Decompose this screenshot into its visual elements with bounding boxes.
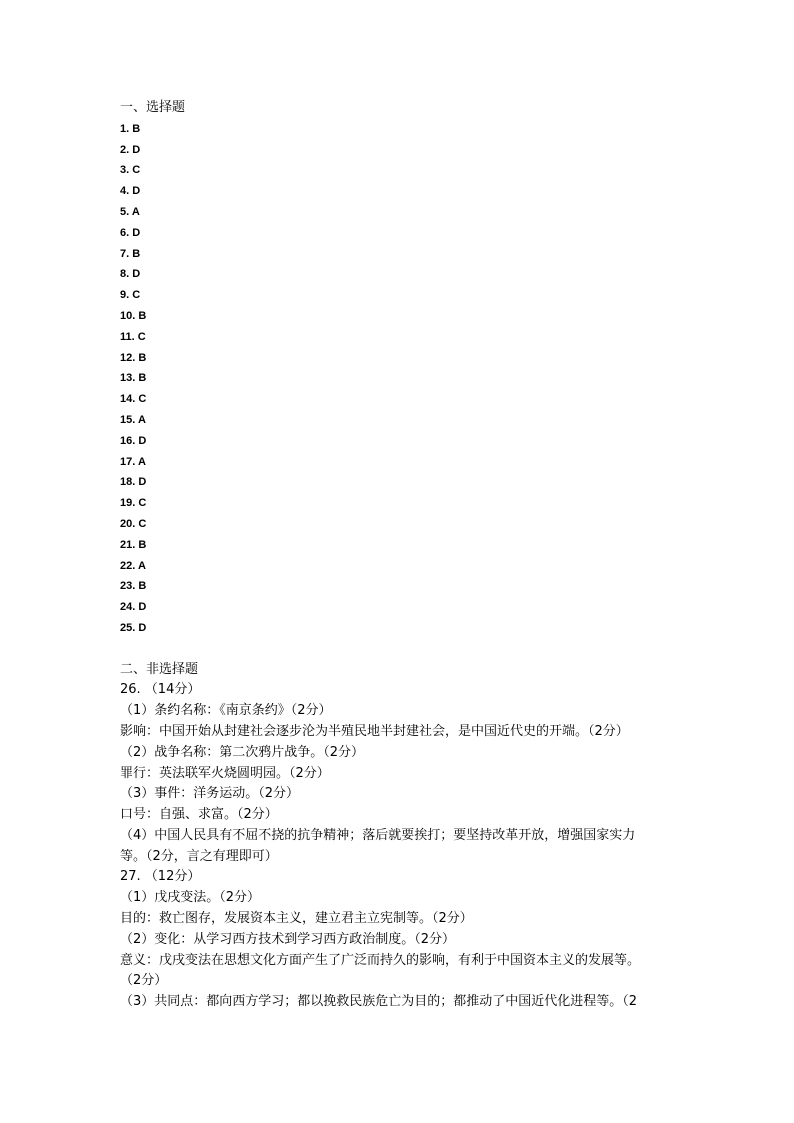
answer-line: （3）共同点：都向西方学习；都以挽救民族危亡为目的；都推动了中国近代化进程等。（2 <box>120 994 638 1010</box>
answer-line: （2）变化：从学习西方技术到学习西方政治制度。（2分） <box>120 931 456 947</box>
answer-item: 15. A <box>120 413 146 426</box>
answer-item: 11. C <box>120 330 146 343</box>
section-title-multiple-choice: 一、选择题 <box>120 100 186 115</box>
answer-item: 19. C <box>120 497 147 510</box>
answer-item: 20. C <box>120 517 147 530</box>
answer-item: 9. C <box>120 289 141 302</box>
answer-item: 23. B <box>120 580 147 593</box>
answer-item: 17. A <box>120 455 146 468</box>
answer-line: 影响：中国开始从封建社会逐步沦为半殖民地半封建社会，是中国近代史的开端。（2分） <box>120 723 629 739</box>
answer-item: 10. B <box>120 309 147 322</box>
answer-line: 等。（2分，言之有理即可） <box>120 848 278 864</box>
answer-line: （2）战争名称：第二次鸦片战争。（2分） <box>120 744 365 760</box>
answer-line: （1）戊戌变法。（2分） <box>120 890 261 906</box>
answer-item: 5. A <box>120 205 140 218</box>
answer-line: 目的：救亡图存，发展资本主义，建立君主立宪制等。（2分） <box>120 911 473 927</box>
answer-item: 16. D <box>120 434 147 447</box>
answer-item: 21. B <box>120 538 147 551</box>
answer-item: 14. C <box>120 393 147 406</box>
question-heading-27: 27. （12分） <box>120 869 201 885</box>
answer-item: 3. C <box>120 164 141 177</box>
answer-line: 口号：自强、求富。（2分） <box>120 807 278 823</box>
section-title-non-multiple-choice: 二、非选择题 <box>120 661 199 677</box>
answer-item: 1. B <box>120 122 141 135</box>
answer-key-content <box>120 98 680 1013</box>
answer-line: （1）条约名称：《南京条约》（2分） <box>120 703 332 719</box>
answer-item: 8. D <box>120 268 141 281</box>
answer-item: 24. D <box>120 601 147 614</box>
answer-item: 6. D <box>120 226 141 239</box>
answer-line: 意义：戊戌变法在思想文化方面产生了广泛而持久的影响，有利于中国资本主义的发展等。 <box>120 952 641 968</box>
answer-item: 13. B <box>120 372 147 385</box>
answer-item: 4. D <box>120 185 141 198</box>
question-heading-26: 26. （14分） <box>120 682 201 698</box>
multiple-choice-answer-list <box>120 119 680 639</box>
answer-item: 22. A <box>120 559 146 572</box>
answer-item: 12. B <box>120 351 147 364</box>
answer-item: 18. D <box>120 476 147 489</box>
section-spacer <box>120 639 680 660</box>
answer-line: 罪行：英法联军火烧圆明园。（2分） <box>120 765 330 781</box>
answer-line: （3）事件：洋务运动。（2分） <box>120 786 300 802</box>
answer-item: 2. D <box>120 143 141 156</box>
answer-item: 7. B <box>120 247 141 260</box>
answer-item: 25. D <box>120 621 147 634</box>
answer-line: （2分） <box>120 973 168 989</box>
answer-line: （4）中国人民具有不屈不挠的抗争精神；落后就要挨打；要坚持改革开放，增强国家实力 <box>120 827 636 843</box>
